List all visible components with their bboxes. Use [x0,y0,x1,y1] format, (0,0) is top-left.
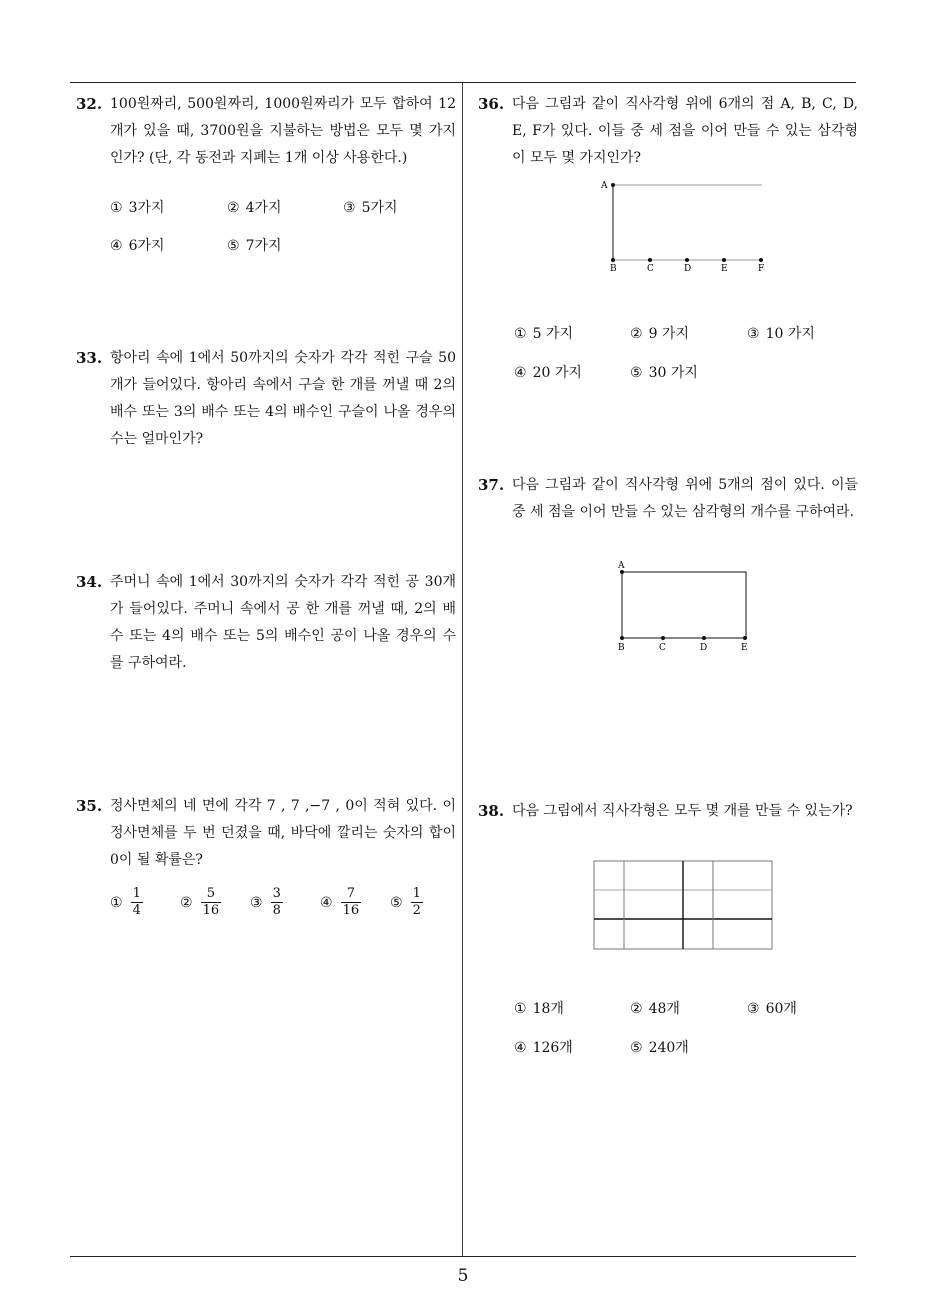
choice-1[interactable]: ① 3가지 [110,200,165,216]
choice-2[interactable]: ② 9 가지 [630,326,689,342]
rectangle [622,572,746,638]
fraction: $\frac{1}{4}$ [132,886,141,918]
point-f [759,258,763,262]
choice-5[interactable]: ⑤ 240개 [630,1040,689,1056]
choice-5[interactable]: ⑤ 30 가지 [630,365,698,381]
page-number: 5 [457,1266,469,1286]
choice-2[interactable]: ② $\frac{5}{16}$ [180,886,220,918]
point-e [743,636,747,640]
question-33 [76,345,456,453]
question-number: 34. [76,573,103,591]
choice-3[interactable]: ③ 10 가지 [747,326,815,342]
q36-rectangle-figure [596,176,770,274]
question-37 [478,472,858,526]
point-a [611,183,615,187]
question-36 [478,91,858,172]
fraction: $\frac{5}{16}$ [202,886,220,918]
question-number: 35. [76,797,103,815]
question-text: 주머니 속에 1에서 30까지의 숫자가 각각 적힌 공 30개가 들어있다. 주머니 속에서 공 한 개를 꺼낼 때, 2의 배수 또는 4의 배수 또는 5의 배수인 공이 나올 경우의 수를 구하여라. [110,574,456,671]
choice-5[interactable]: ⑤ $\frac{1}{2}$ [390,886,421,918]
top-rule [70,82,856,83]
label-e: E [721,264,728,274]
choice-4[interactable]: ④ 126개 [514,1040,573,1056]
choice-1[interactable]: ① $\frac{1}{4}$ [110,886,141,918]
question-text: 다음 그림에서 직사각형은 모두 몇 개를 만들 수 있는가? [512,803,853,819]
label-f: F [758,264,765,274]
label-e: E [741,643,748,653]
question-number: 33. [76,349,103,367]
point-c [661,636,665,640]
fraction: $\frac{7}{16}$ [342,886,360,918]
point-c [648,258,652,262]
bottom-rule [70,1256,856,1257]
question-text: 항아리 속에 1에서 50까지의 숫자가 각각 적힌 구슬 50개가 들어있다. 항아리 속에서 구슬 한 개를 꺼낼 때 2의 배수 또는 3의 배수 또는 4의 배수인 구슬이 나올 경우의 수는 얼마인가? [110,350,456,447]
question-text: 다음 그림과 같이 직사각형 위에 5개의 점이 있다. 이들 중 세 점을 이어 만들 수 있는 삼각형의 개수를 구하여라. [512,477,858,520]
question-number: 36. [478,95,505,113]
q32-choices [110,197,450,257]
fraction: $\frac{1}{2}$ [412,886,421,918]
q38-grid-figure [592,859,776,953]
choice-4[interactable]: ④ 20 가지 [514,365,582,381]
q35-choices [110,886,450,930]
choice-1[interactable]: ① 5 가지 [514,326,573,342]
fraction: $\frac{3}{8}$ [272,886,281,918]
choice-4[interactable]: ④ 6가지 [110,238,165,254]
question-text: 정사면체의 네 면에 각각 7 , 7 ,−7 , 0이 적혀 있다. 이 정사면체를 두 번 던졌을 때, 바닥에 깔리는 숫자의 합이 0이 될 확률은? [110,798,456,868]
label-a: A [601,181,608,191]
question-34 [76,569,456,677]
q38-choices [514,998,854,1058]
choice-4[interactable]: ④ $\frac{7}{16}$ [320,886,360,918]
choice-2[interactable]: ② 4가지 [227,200,282,216]
question-number: 32. [76,95,103,113]
label-d: D [700,643,708,653]
question-number: 38. [478,802,505,820]
question-number: 37. [478,476,505,494]
point-e [722,258,726,262]
choice-2[interactable]: ② 48개 [630,1001,680,1017]
q36-choices [514,323,854,383]
question-text: 다음 그림과 같이 직사각형 위에 6개의 점 A, B, C, D, E, F가 있다. 이들 중 세 점을 이어 만들 수 있는 삼각형이 모두 몇 가지인가? [512,96,858,166]
choice-1[interactable]: ① 18개 [514,1001,564,1017]
question-38 [478,798,858,825]
choice-5[interactable]: ⑤ 7가지 [227,238,282,254]
choice-3[interactable]: ③ $\frac{3}{8}$ [250,886,281,918]
point-d [685,258,689,262]
label-d: D [684,264,692,274]
label-b: B [618,643,625,653]
point-b [620,636,624,640]
question-35 [76,793,456,874]
label-c: C [647,264,654,274]
point-b [611,258,615,262]
label-c: C [659,643,666,653]
point-d [702,636,706,640]
question-32 [76,91,456,172]
column-divider [462,82,463,1256]
q37-rectangle-figure [612,558,758,654]
label-b: B [610,264,617,274]
choice-3[interactable]: ③ 5가지 [343,200,398,216]
question-text: 100원짜리, 500원짜리, 1000원짜리가 모두 합하여 12개가 있을 때, 3700원을 지불하는 방법은 모두 몇 가지인가? (단, 각 동전과 지폐는 1개 이상 사용한다.) [110,96,456,166]
choice-3[interactable]: ③ 60개 [747,1001,797,1017]
label-a: A [618,561,625,571]
